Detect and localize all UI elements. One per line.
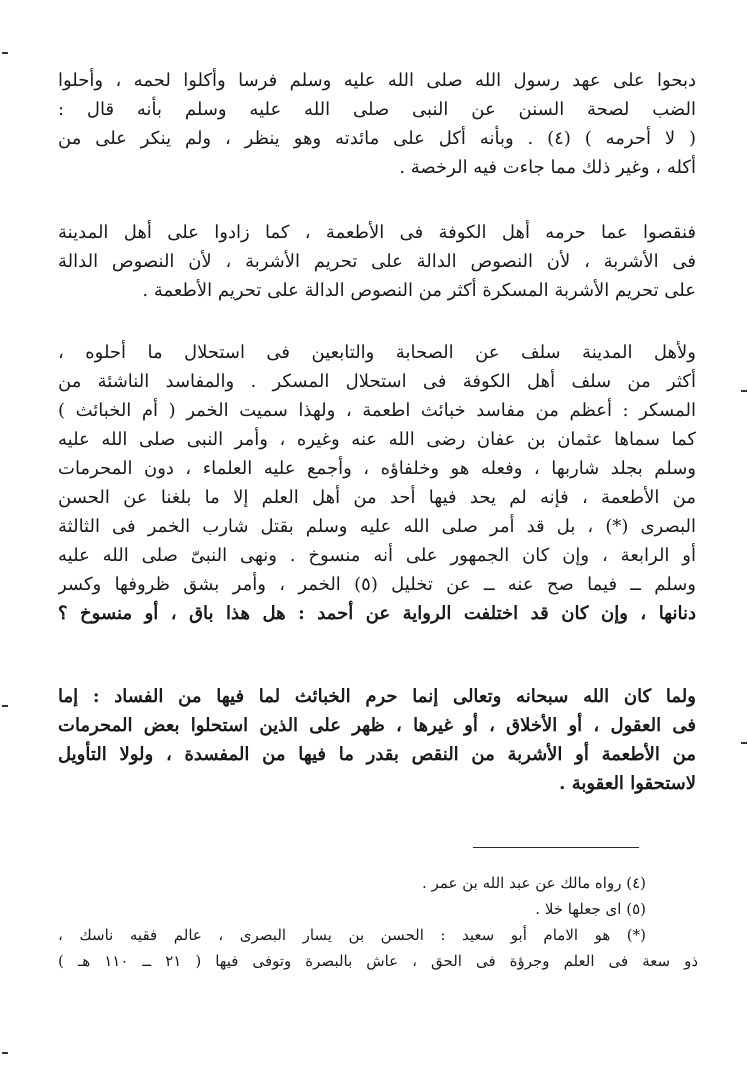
text-line: وسلم بجلد شاربها ، وفعله هو وخلفاؤه ، وأجمع عليه العلماء ، دون المحرمات — [58, 458, 696, 479]
footnote-4: (٤) رواه مالك عن عبد الله بن عمر . — [422, 874, 646, 892]
text-line: الضب لصحة السنن عن النبى صلى الله عليه وسلم بأنه قال : — [58, 99, 696, 120]
text-line: المسكر : أعظم من مفاسد خبائث اطعمة ، ولهذا سميت الخمر ( أم الخبائث ) — [58, 400, 696, 421]
text-line: من الأطعمة أو الأشربة من النقص بقدر ما فيها من المفسدة ، ولولا التأويل — [58, 744, 696, 765]
text-line: لاستحقوا العقوبة . — [559, 773, 696, 794]
paragraph-2 — [58, 218, 696, 305]
scan-mark — [741, 390, 747, 392]
scan-mark — [2, 52, 8, 54]
text-line: وسلم ــ فيما صح عنه ــ عن تخليل (٥) الخمر ، وأمر بشق ظروفها وكسر — [58, 574, 696, 595]
scan-mark — [2, 1052, 8, 1054]
footnote-divider — [473, 847, 639, 848]
footnote-star: (*) هو الامام أبو سعيد : الحسن بن يسار البصرى ، عالم فقيه ناسك ، — [58, 926, 646, 944]
text-line: دنانها ، وإن كان قد اختلفت الرواية عن أحمد : هل هذا باق ، أو منسوخ ؟ — [58, 603, 696, 624]
text-line: فنقصوا عما حرمه أهل الكوفة فى الأطعمة ، كما زادوا على أهل المدينة — [58, 222, 696, 243]
scan-mark — [2, 705, 8, 707]
footnotes — [58, 870, 698, 974]
text-line: أو الرابعة ، وإن كان الجمهور على أنه منسوخ . ونهى النبىّ صلى الله عليه — [58, 545, 696, 566]
paragraph-4 — [58, 682, 696, 798]
text-line: أكثر من سلف أهل الكوفة فى استحلال المسكر . والمفاسد الناشئة من — [58, 371, 696, 392]
text-line: أكله ، وغير ذلك مما جاءت فيه الرخصة . — [399, 157, 696, 178]
footnote-star-continued: ذو سعة فى العلم وجرؤة فى الحق ، عاش بالبصرة وتوفى فيها ( ٢١ ــ ١١٠ هـ ) — [58, 952, 698, 970]
paragraph-3 — [58, 338, 696, 628]
text-line: ولما كان الله سبحانه وتعالى إنما حرم الخبائث لما فيها من الفساد : إما — [58, 686, 696, 707]
text-line: فى العقول ، أو الأخلاق ، أو غيرها ، ظهر على الذين استحلوا بعض المحرمات — [58, 715, 696, 736]
paragraph-1 — [58, 66, 696, 182]
text-line: كما سماها عثمان بن عفان رضى الله عنه وغيره ، وأمر النبى صلى الله عليه — [58, 429, 696, 450]
text-line: على تحريم الأشربة المسكرة أكثر من النصوص الدالة على تحريم الأطعمة . — [142, 280, 696, 301]
text-line: فى الأشربة ، لأن النصوص الدالة على تحريم الأشربة ، لأن النصوص الدالة — [58, 251, 696, 272]
text-line: من الأطعمة ، فإنه لم يحد فيها أحد من أهل العلم إلا ما بلغنا عن الحسن — [58, 487, 696, 508]
text-line: ( لا أحرمه ) (٤) . وبأنه أكل على مائدته وهو ينظر ، ولم ينكر على من — [58, 128, 696, 149]
footnote-5: (٥) اى جعلها خلا . — [535, 900, 646, 918]
text-line: دبحوا على عهد رسول الله صلى الله عليه وسلم فرسا وأكلوا لحمه ، وأحلوا — [58, 70, 696, 91]
scan-mark — [741, 742, 747, 744]
text-line: ولأهل المدينة سلف عن الصحابة والتابعين فى استحلال ما أحلوه ، — [58, 342, 696, 363]
text-line: البصرى (*) ، بل قد أمر صلى الله عليه وسلم بقتل شارب الخمر فى الثالثة — [58, 516, 696, 537]
